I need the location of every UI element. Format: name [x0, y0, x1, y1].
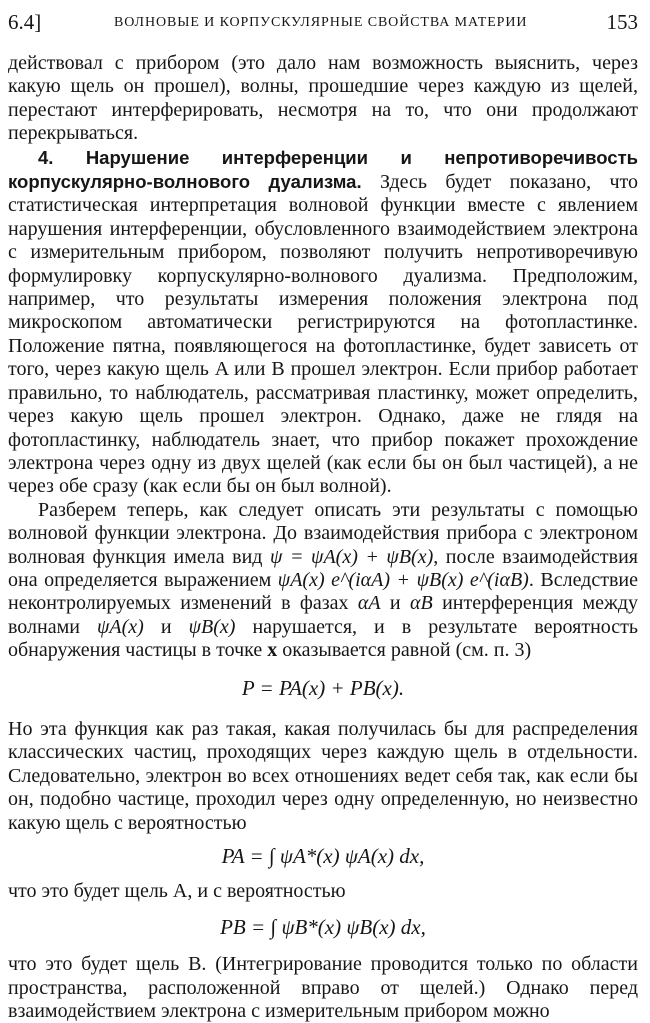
formula-psi-phases: ψA(x) e^(iαA) + ψB(x) e^(iαB)	[277, 568, 529, 591]
text-run: нарушается, и в результате вероятность обнаружения частицы в точке	[8, 615, 639, 662]
equation-probability-b: PB = ∫ ψB*(x) ψB(x) dx,	[220, 914, 426, 939]
section-text: Здесь будет показано, что статистическая интерпретация волновой функции вместе с явлением нарушения интерференции, обусловленного взаимодействием электрона с измерительным прибором, позволяют получить непротиворечивую формулировку корпускулярно-волнового дуализма. Предположим, например, что результаты измерения положения электрона под микроскопом автоматически регистрируются на фотопластинке. Положение пятна, появляющегося на фотопластинке, будет зависеть от того, через какую щель A или B прошел электрон. Если прибор работает правильно, то наблюдатель, рассматривая пластинку, может определить, через какую щель прошел электрон. Однако, даже не глядя на фотопластинку, наблюдатель знает, что прибор покажет прохождение электрона через одну из двух щелей (как если бы он был частицей), а не через обе сразу (как если бы он был волной).	[8, 171, 638, 498]
symbol-psi-b: ψB(x)	[188, 615, 236, 638]
text-run: Разберем теперь, как следует описать эти результаты с помощью волновой функции электрона. До взаимодействия прибора с электроном волновая функция имела вид	[8, 498, 638, 568]
page-number: 153	[606, 10, 638, 34]
symbol-psi-a: ψA(x)	[97, 615, 144, 638]
paragraph-wave-function	[8, 499, 638, 663]
text-run: и	[143, 615, 189, 638]
symbol-point-x: x	[267, 639, 278, 662]
paragraph-section-4	[8, 146, 638, 499]
text-run: . Вследствие неконтролируемых изменений в фазах	[8, 568, 638, 615]
equation-probability-a: PA = ∫ ψA*(x) ψA(x) dx,	[221, 844, 425, 868]
equation-total-probability: P = PA(x) + PB(x).	[241, 675, 405, 700]
symbol-alpha-b: αB	[410, 592, 433, 615]
section-number: 6.4]	[8, 10, 42, 34]
page-body	[8, 52, 638, 1023]
running-header	[8, 10, 638, 38]
paragraph-slit-a: что это будет щель A, и с вероятностью	[8, 880, 346, 903]
paragraph-slit-b: что это будет щель B. (Интегрирование проводится только по области пространства, расположенной вправо от щелей.) Однако перед взаимодействием электрона с измерительным прибором можно	[8, 953, 638, 1023]
text-run: интерференция между волнами	[8, 592, 639, 638]
paragraph-continuation: действовал с прибором (это дало нам возможность выяснить, через какую щель он прошел), волны, прошедшие через каждую из щелей, перестают интерферировать, несмотря на то, что они продолжают перекрываться.	[8, 52, 638, 145]
symbol-alpha-a: αA	[357, 592, 381, 615]
text-run: , после взаимодействия она определяется выражением	[8, 545, 638, 591]
formula-psi-sum: ψ = ψA(x) + ψB(x)	[270, 545, 434, 568]
section-heading: 4. Нарушение интерференции и непротиворечивость корпускулярно-волнового дуализма.	[8, 146, 638, 193]
text-run: и	[380, 592, 410, 615]
running-title: ВОЛНОВЫЕ И КОРПУСКУЛЯРНЫЕ СВОЙСТВА МАТЕРИИ	[114, 15, 528, 30]
paragraph-classical: Но эта функция как раз такая, какая получилась бы для распределения классических частиц, проходящих через каждую щель в отдельности. Следовательно, электрон во всех отношениях ведет себя так, как если бы он, подобно частице, проходил через одну определенную, но неизвестно какую щель с вероятностью	[8, 717, 638, 834]
text-run: оказывается равной (см. п. 3)	[277, 639, 532, 662]
